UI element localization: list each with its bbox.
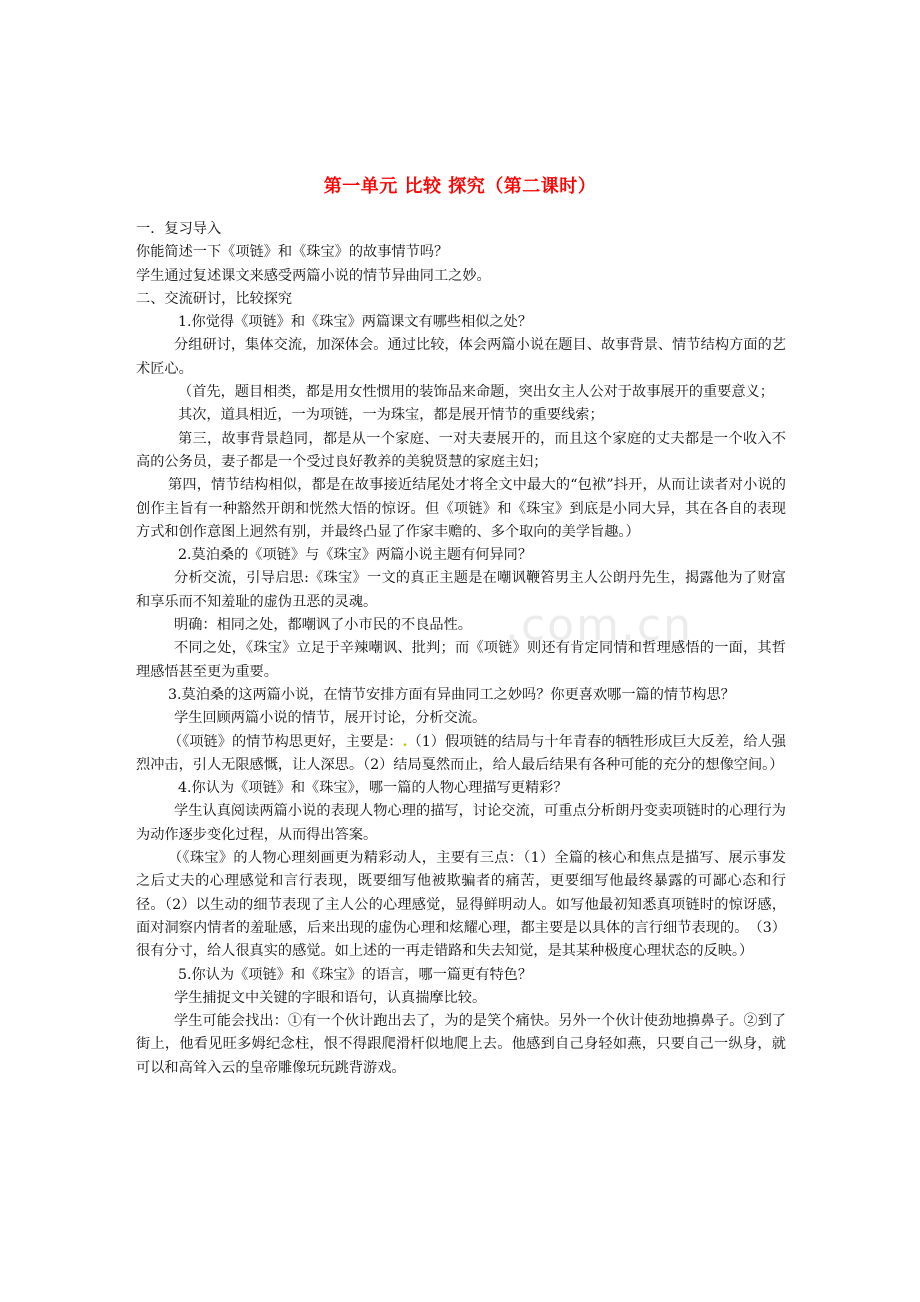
paragraph: 不同之处，《珠宝》立足于辛辣嘲讽、批判；而《项链》则还有肯定同情和哲理感悟的一面，其哲理感悟甚至更为重要。 bbox=[136, 640, 786, 680]
question: 2.莫泊桑的《项链》与《珠宝》两篇小说主题有何异同？ bbox=[178, 547, 533, 564]
question: 4.你认为《项链》和《珠宝》，哪一篇的人物心理描写更精彩？ bbox=[178, 780, 568, 797]
paragraph: 第四，情节结构相似，都是在故事接近结尾处才将全文中最大的“包袱”抖开，从而让读者对小说的创作主旨有一种豁然开朗和恍然大悟的惊讶。但《项链》和《珠宝》到底是小同大异，其在各自的表现方式和创作意图上迥然有别，并最终凸显了作家丰赡的、多个取向的美学旨趣。） bbox=[136, 477, 786, 540]
paragraph: 学生认真阅读两篇小说的表现人物心理的描写，讨论交流，可重点分析朗丹变卖项链时的心理行为为动作逐步变化过程，从而得出答案。 bbox=[136, 803, 786, 843]
question: 5.你认为《项链》和《珠宝》的语言，哪一篇更有特色？ bbox=[178, 966, 533, 983]
document-body bbox=[136, 218, 786, 1080]
paragraph-prefix: （《项链》的情节构思更好，主要是： bbox=[168, 733, 403, 750]
paragraph: 学生回顾两篇小说的情节，展开讨论，分析交流。 bbox=[174, 710, 487, 727]
section-heading: 二、交流研讨，比较探究 bbox=[136, 290, 293, 307]
page-title: 第一单元 比较 探究（第二课时） bbox=[323, 176, 597, 197]
watermark: .com.cn bbox=[505, 600, 694, 651]
paragraph: 分析交流，引导启思:《珠宝》一文的真正主题是在嘲讽鞭笞男主人公朗丹先生，揭露他为了财富和享乐而不知羞耻的虚伪丑恶的灵魂。 bbox=[136, 570, 786, 610]
paragraph: 学生捕捉文中关键的字眼和语句，认真揣摩比较。 bbox=[174, 989, 487, 1006]
paragraph: 第三，故事背景趋同，都是从一个家庭、一对夫妻展开的，而且这个家庭的丈夫都是一个收入不高的公务员，妻子都是一个受过良好教养的美貌贤慧的家庭主妇； bbox=[136, 430, 786, 470]
paragraph bbox=[136, 731, 786, 778]
paragraph-rest: （1）假项链的结局与十年青春的牺牲形成巨大反差，给人强烈冲击，引人无限感慨，让人深思。（2）结局戛然而止，给人最后结果有各种可能的充分的想像空间。） bbox=[136, 733, 786, 773]
paragraph: 其次，道具相近，一为项链，一为珠宝，都是展开情节的重要线索； bbox=[178, 407, 604, 424]
paragraph: （《珠宝》的人物心理刻画更为精彩动人，主要有三点：（1）全篇的核心和焦点是描写、展示事发之后丈夫的心理感觉和言行表现，既要细写他被欺骗者的痛苦，更要细写他最终暴露的可鄙心态和行径。（2）以生动的细节表现了主人公的心理感觉，显得鲜明动人。如写他最初知悉真项链时的惊讶感，面对洞察内情者的羞耻感，后来出现的虚伪心理和炫耀心理，都主要是以具体的言行细节表现的。 （3）很有分寸，给人很真实的感觉。如上述的一再走错路和失去知觉，是其某种极度心理状态的反映。） bbox=[136, 850, 786, 960]
question: 1.你觉得《项链》和《珠宝》两篇课文有哪些相似之处？ bbox=[178, 314, 533, 331]
paragraph: 明确：相同之处，都嘲讽了小市民的不良品性。 bbox=[174, 617, 472, 634]
paragraph: 你能简述一下《项链》和《珠宝》的故事情节吗？ bbox=[136, 244, 449, 261]
paragraph: 学生可能会找出：①有一个伙计跑出去了，为的是笑个痛快。另外一个伙计使劲地擤鼻子。②到了街上，他看见旺多姆纪念柱，恨不得跟爬滑杆似地爬上去。他感到自己身轻如燕，只要自己一纵身，就可以和高耸入云的皇帝雕像玩玩跳背游戏。 bbox=[136, 1013, 786, 1076]
paragraph: 学生通过复述课文来感受两篇小说的情节异曲同工之妙。 bbox=[136, 267, 491, 284]
paragraph: 分组研讨，集体交流，加深体会。通过比较，体会两篇小说在题目、故事背景、情节结构方面的艺术匠心。 bbox=[136, 337, 786, 377]
section-heading: 一．复习导入 bbox=[136, 221, 222, 237]
highlight-dot: . bbox=[402, 733, 408, 750]
paragraph: （首先，题目相类，都是用女性惯用的装饰品来命题，突出女主人公对于故事展开的重要意义； bbox=[178, 384, 774, 401]
question: 3.莫泊桑的这两篇小说，在情节安排方面有异曲同工之妙吗？你更喜欢哪一篇的情节构思？ bbox=[168, 686, 735, 703]
